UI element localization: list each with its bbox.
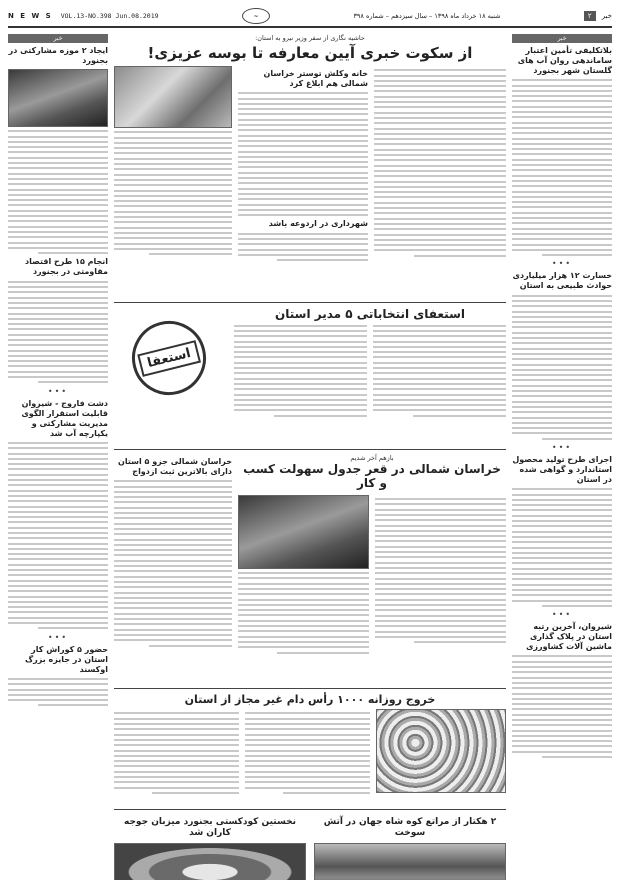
left-separator: ••• [47,386,69,396]
left-article-body-1 [8,130,108,254]
stamp-text: استعفا [137,340,201,377]
left-article-body-4 [8,678,108,706]
livestock-article [114,693,506,805]
resign-article [114,307,506,445]
center-column [114,34,506,880]
main-kicker: حاشیه نگاری از سفر وزیر نیرو به استان: [255,34,365,42]
left-separator-2: ••• [47,632,69,642]
right-separator-3: ••• [551,610,573,620]
fire-photo [314,843,506,881]
business-article [238,454,506,657]
fire-article [314,814,506,880]
museum-photo [8,69,108,127]
fire-headline[interactable]: ۲ هکتار از مراتع کوه شاه جهان در آتش سوخت [323,817,497,839]
issue-info: VOL.13-NO.398 Jun.08.2019 [60,12,159,20]
business-kicker: بازهم آخر شدیم [350,454,394,462]
left-headline-water[interactable]: دشت فاروج - شیروان قابلیت استقرار الگوی مدیریت مشارکتی و یکپارچه آب شد [21,398,108,438]
right-headline-standard[interactable]: اجرای طرح تولید محصول استاندارد و گواهی شده در استان [512,455,612,484]
resign-headline[interactable]: استعفای انتخاباتی ۵ مدیر استان [275,307,465,321]
right-article-body-1 [512,79,612,256]
news-label: N E W S [8,12,53,20]
main-headline[interactable]: از سکوت خبری آیین معارفه تا بوسه عزیزی! [147,44,473,62]
subhead-municipality[interactable]: شهرداری در اردوعه باشد [268,219,368,229]
futsal-article [114,814,306,880]
main-article [114,66,506,298]
main-article-col-a [114,66,232,258]
left-article-body-2 [8,281,108,384]
right-separator-2: ••• [551,443,573,452]
business-headline[interactable]: خراسان شمالی در قعر جدول سهولت کسب و کار [243,462,501,491]
resign-stamp [132,321,206,395]
right-column [512,34,612,880]
left-column [8,34,108,880]
left-section-tag: خبر [8,34,108,43]
business-photo [238,495,369,569]
right-section-tag: خبر [512,34,612,43]
right-headline-runoff[interactable]: بلاتکلیفی تأمین اعتبار ساماندهی روان آب های گلستان شهر بجنورد [517,46,612,75]
left-headline-kurash[interactable]: حضور ۵ کوراش کار استان در جایزه بزرگ اوکسند [24,644,108,674]
section-label: خبر [601,12,612,20]
left-headline-resistance[interactable]: انجام ۱۵ طرح اقتصاد مقاومتی در بجنورد [24,257,108,277]
minister-photo [114,66,232,128]
masthead [8,6,612,28]
bottom-articles [114,814,506,880]
right-article-body-3 [512,488,612,607]
sheep-photo [376,709,506,793]
left-article-body-3 [8,442,108,629]
right-headline-damage[interactable]: خسارت ۱۲ هزار میلیاردی حوادث طبیعی به استان [512,271,612,291]
marriage-article [114,454,232,650]
newspaper-logo: ~ [242,8,270,24]
right-separator: ••• [551,259,573,269]
left-headline-museums[interactable]: ایجاد ۲ موزه مشارکتی در بجنورد [8,46,108,65]
subhead-lawyers[interactable]: خانه وکلش توستر خراسان شمالی هم ابلاغ کرد [263,69,368,88]
right-headline-shirvan[interactable]: شیروان، آخرین رتبه استان در پلاک گذاری ماشین آلات کشاورزی [526,622,612,652]
main-article-col-c [374,66,506,260]
main-article-col-b [238,66,368,265]
economy-section [114,454,506,684]
livestock-headline[interactable]: خروج روزانه ۱۰۰۰ رأس دام غیر مجاز از استان [184,693,436,706]
marriage-headline[interactable]: خراسان شمالی جزو ۵ استان دارای بالاترین ثبت ازدواج [118,457,232,476]
stadium-photo [114,843,306,881]
issue-date: شنبه ۱۸ خرداد ماه ۱۳۹۸ – سال سیزدهم – شماره ۳۹۸ [353,12,501,20]
page-number: ۲ [584,11,596,21]
futsal-headline[interactable]: نخستین کودکستی بجنورد میزبان جوجه کاران شد [123,817,296,839]
right-article-body-4 [512,655,612,758]
right-article-body-2 [512,295,612,440]
